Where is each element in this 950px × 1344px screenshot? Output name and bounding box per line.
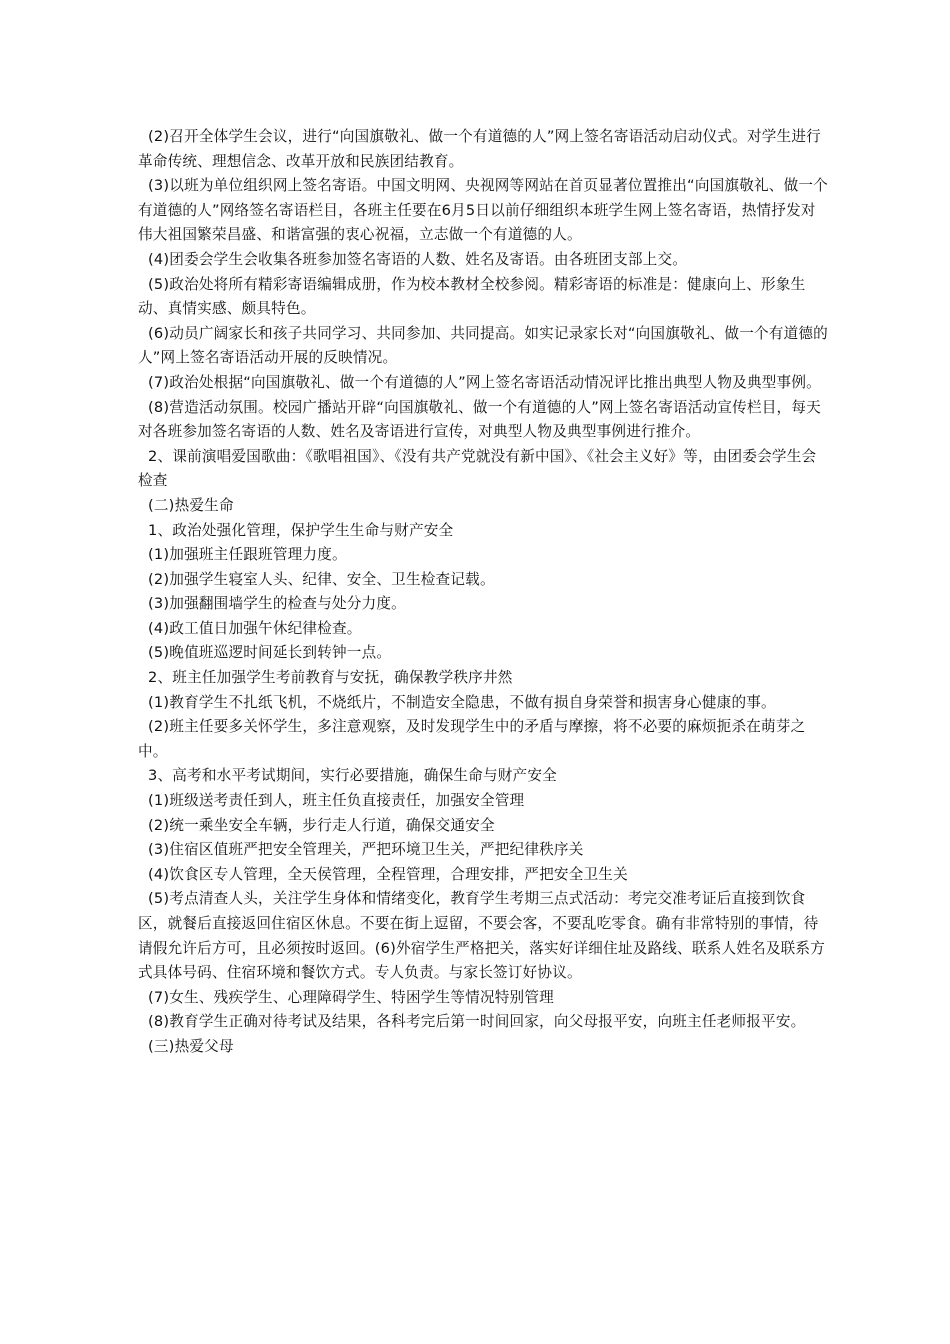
paragraph: (7)政治处根据“向国旗敬礼、做一个有道德的人”网上签名寄语活动情况评比推出典型人物及典型事例。 (148, 373, 821, 391)
paragraph: (4)饮食区专人管理，全天侯管理，全程管理，合理安排，严把安全卫生关 (148, 865, 628, 883)
paragraph: (2)加强学生寝室人头、纪律、安全、卫生检查记载。 (148, 570, 495, 588)
paragraph: (8)教育学生正确对待考试及结果，各科考完后第一时间回家，向父母报平安，向班主任老师报平安。 (148, 1013, 806, 1031)
paragraph: (3)加强翻围墙学生的检查与处分力度。 (148, 595, 406, 613)
paragraph: (4)团委会学生会收集各班参加签名寄语的人数、姓名及寄语。由各班团支部上交。 (148, 250, 688, 268)
section-heading: (三)热爱父母 (148, 1037, 234, 1055)
section-heading: (二)热爱生命 (148, 496, 234, 514)
document-body (138, 125, 828, 1060)
paragraph: 1、政治处强化管理，保护学生生命与财产安全 (148, 521, 454, 539)
paragraph: (4)政工值日加强午休纪律检查。 (148, 619, 362, 637)
paragraph: (2)统一乘坐安全车辆，步行走人行道，确保交通安全 (148, 816, 495, 834)
paragraph: (2)召开全体学生会议，进行“向国旗敬礼、做一个有道德的人”网上签名寄语活动启动仪式。对学生进行革命传统、理想信念、改革开放和民族团结教育。 (138, 128, 821, 170)
paragraph: 2、班主任加强学生考前教育与安抚，确保教学秩序井然 (148, 669, 513, 687)
paragraph: (1)加强班主任跟班管理力度。 (148, 546, 347, 564)
paragraph: (3)以班为单位组织网上签名寄语。中国文明网、央视网等网站在首页显著位置推出“向国旗敬礼、做一个有道德的人”网络签名寄语栏目，各班主任要在6月5日以前仔细组织本班学生网上签名寄语，热情抒发对伟大祖国繁荣昌盛、和谐富强的衷心祝福，立志做一个有道德的人。 (138, 177, 828, 244)
paragraph: (1)班级送考责任到人，班主任负直接责任，加强安全管理 (148, 792, 525, 810)
paragraph: (5)考点清查人头，关注学生身体和情绪变化，教育学生考期三点式活动：考完交准考证后直接到饮食区，就餐后直接返回住宿区休息。不要在街上逗留，不要会客，不要乱吃零食。确有非常特别的事情，待请假允许后方可，且必须按时返回。(6)外宿学生严格把关，落实好详细住址及路线、联系人姓名及联系方式具体号码、住宿环境和餐饮方式。专人负责。与家长签订好协议。 (138, 890, 825, 982)
paragraph: (2)班主任要多关怀学生，多注意观察，及时发现学生中的矛盾与摩擦，将不必要的麻烦扼杀在萌芽之中。 (138, 718, 806, 760)
paragraph: (6)动员广阔家长和孩子共同学习、共同参加、共同提高。如实记录家长对“向国旗敬礼、做一个有道德的人”网上签名寄语活动开展的反映情况。 (138, 324, 828, 367)
paragraph: (7)女生、残疾学生、心理障碍学生、特困学生等情况特别管理 (148, 988, 554, 1006)
paragraph: 2、课前演唱爱国歌曲：《歌唱祖国》、《没有共产党就没有新中国》、《社会主义好》等，由团委会学生会检查 (138, 447, 817, 490)
paragraph: (5)政治处将所有精彩寄语编辑成册，作为校本教材全校参阅。精彩寄语的标准是：健康向上、形象生动、真情实感、颇具特色。 (138, 275, 806, 318)
paragraph: (1)教育学生不扎纸飞机，不烧纸片，不制造安全隐患，不做有损自身荣誉和损害身心健康的事。 (148, 693, 776, 711)
paragraph: (3)住宿区值班严把安全管理关，严把环境卫生关，严把纪律秩序关 (148, 841, 584, 859)
paragraph: 3、高考和水平考试期间，实行必要措施，确保生命与财产安全 (148, 767, 557, 785)
paragraph: (8)营造活动氛围。校园广播站开辟“向国旗敬礼、做一个有道德的人”网上签名寄语活动宣传栏目，每天对各班参加签名寄语的人数、姓名及寄语进行宣传，对典型人物及典型事例进行推介。 (138, 398, 821, 441)
paragraph: (5)晚值班巡逻时间延长到转钟一点。 (148, 644, 392, 662)
